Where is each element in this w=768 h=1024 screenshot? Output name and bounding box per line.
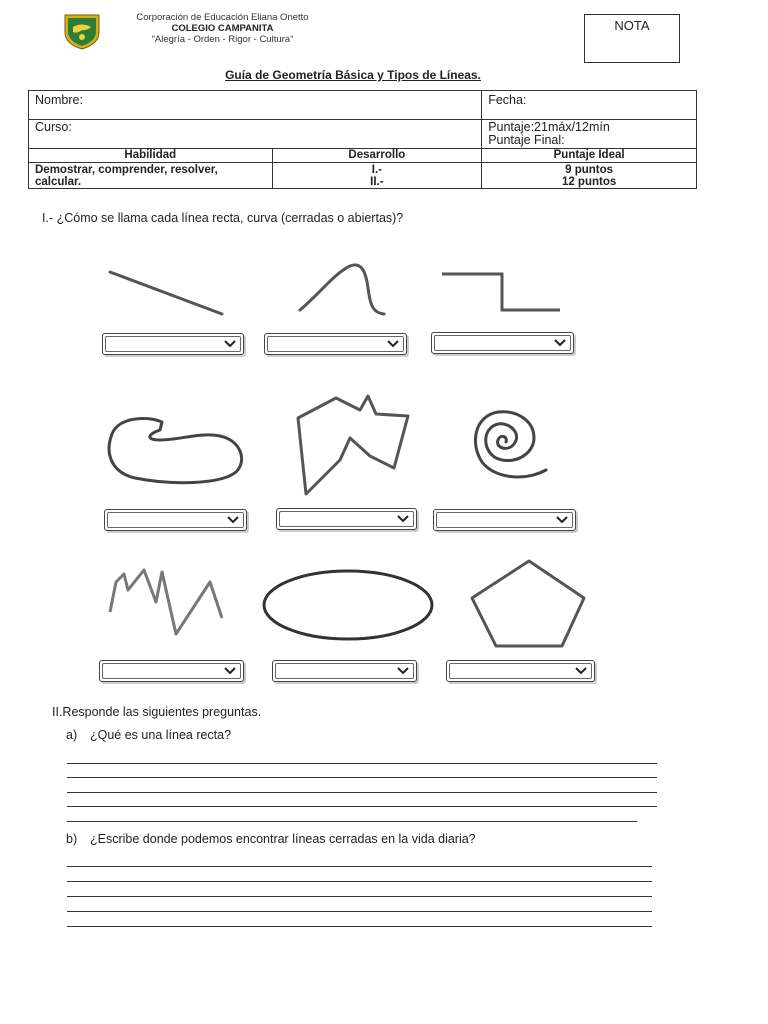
- answer-b-line[interactable]: [67, 866, 652, 867]
- question-b: [66, 832, 476, 846]
- shape-6-dropdown[interactable]: [433, 509, 576, 531]
- shape-3-dropdown[interactable]: [431, 332, 574, 354]
- header-puntaje-ideal: Puntaje Ideal: [482, 149, 697, 163]
- school-name: COLEGIO CAMPANITA: [171, 23, 274, 34]
- question-a: [66, 728, 231, 742]
- answer-a-line[interactable]: [67, 806, 657, 807]
- chevron-down-icon: [223, 337, 237, 349]
- desarrollo-item: II.-: [370, 176, 384, 188]
- shape-9-dropdown[interactable]: [446, 660, 595, 682]
- chevron-down-icon: [574, 664, 588, 676]
- desarrollo-cell: [272, 163, 482, 189]
- puntaje-ideal-cell: [482, 163, 697, 189]
- chevron-down-icon: [223, 664, 237, 676]
- fecha-field[interactable]: Fecha:: [482, 91, 697, 120]
- answer-a-line[interactable]: [67, 821, 637, 822]
- question-b-letter: b): [66, 832, 78, 846]
- spiral-shape: [452, 404, 562, 494]
- puntaje-final-label: Puntaje Final:: [488, 133, 565, 147]
- chevron-down-icon: [396, 664, 410, 676]
- puntaje-label: Puntaje:21máx/12mín: [488, 120, 610, 134]
- closed-star-polygon-shape: [288, 390, 418, 500]
- straight-line-shape: [100, 262, 230, 322]
- answer-a-line[interactable]: [67, 792, 657, 793]
- answer-a-line[interactable]: [67, 763, 657, 764]
- answer-b-line[interactable]: [67, 926, 652, 927]
- answer-a-line[interactable]: [67, 777, 657, 778]
- open-curve-shape: [290, 258, 390, 320]
- school-header: [100, 12, 345, 45]
- corporation-name: Corporación de Educación Eliana Onetto: [136, 12, 309, 23]
- chevron-down-icon: [226, 513, 240, 525]
- answer-b-line[interactable]: [67, 911, 652, 912]
- shape-4-dropdown[interactable]: [104, 509, 247, 531]
- school-shield-logo: [62, 12, 102, 50]
- closed-curve-blob-shape: [100, 410, 250, 490]
- chevron-down-icon: [386, 337, 400, 349]
- shape-5-dropdown[interactable]: [276, 508, 417, 530]
- curso-field[interactable]: Curso:: [29, 120, 482, 149]
- chevron-down-icon: [553, 336, 567, 348]
- chevron-down-icon: [396, 512, 410, 524]
- desarrollo-item: I.-: [371, 164, 382, 176]
- question-a-letter: a): [66, 728, 78, 742]
- zigzag-polyline-shape: [100, 562, 230, 642]
- nombre-field[interactable]: Nombre:: [29, 91, 482, 120]
- chevron-down-icon: [555, 513, 569, 525]
- header-habilidad: Habilidad: [29, 149, 273, 163]
- header-desarrollo: Desarrollo: [272, 149, 482, 163]
- nota-label: NOTA: [614, 18, 650, 33]
- shape-7-dropdown[interactable]: [99, 660, 244, 682]
- school-motto: “Alegría - Orden - Rigor - Cultura”: [151, 34, 294, 45]
- page-title: Guía de Geometría Básica y Tipos de Líneas.: [225, 68, 481, 82]
- question-b-text: ¿Escribe donde podemos encontrar líneas cerradas en la vida diaria?: [90, 832, 476, 846]
- puntaje-cell: [482, 120, 697, 149]
- question-1: I.- ¿Cómo se llama cada línea recta, curva (cerradas o abiertas)?: [42, 211, 404, 225]
- student-info-table: [28, 90, 697, 189]
- pentagon-shape: [466, 556, 591, 652]
- shape-2-dropdown[interactable]: [264, 333, 407, 355]
- shape-1-dropdown[interactable]: [102, 333, 244, 355]
- ellipse-shape: [258, 567, 438, 645]
- section-2-heading: II.Responde las siguientes preguntas.: [52, 705, 262, 719]
- answer-b-line[interactable]: [67, 896, 652, 897]
- habilidad-cell: Demostrar, comprender, resolver, calcular.: [29, 163, 273, 189]
- answer-b-line[interactable]: [67, 881, 652, 882]
- nota-box: [584, 14, 680, 63]
- puntaje-ideal-item: 12 puntos: [561, 176, 617, 188]
- step-polyline-shape: [436, 266, 566, 316]
- question-a-text: ¿Qué es una línea recta?: [90, 728, 232, 742]
- puntaje-ideal-item: 9 puntos: [565, 164, 614, 176]
- shape-8-dropdown[interactable]: [272, 660, 417, 682]
